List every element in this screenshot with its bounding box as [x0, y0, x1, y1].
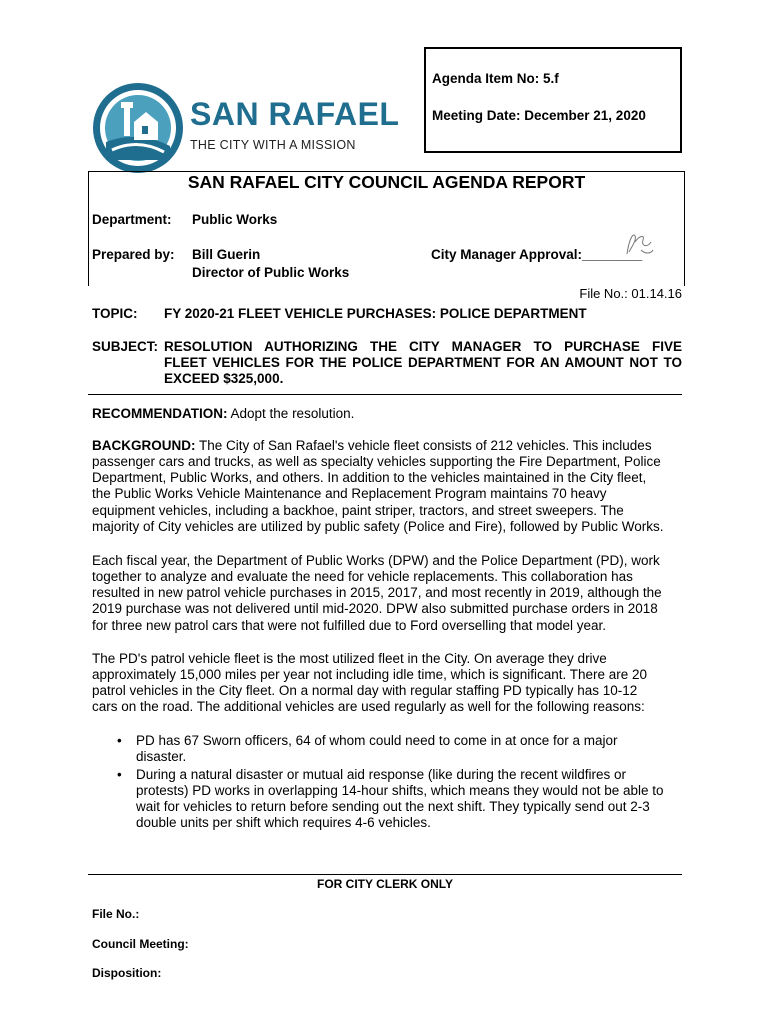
subject-line-3: EXCEED $325,000.: [164, 371, 284, 386]
paragraph2-line-1: Each fiscal year, the Department of Public Works (DPW) and the Police Department (PD), work: [92, 553, 660, 568]
paragraph3-line-1: The PD's patrol vehicle fleet is the most utilized fleet in the City. On average they drive: [92, 651, 607, 666]
bullet-2-line-4: double units per shift which requires 4-6 vehicles.: [136, 815, 431, 830]
paragraph3-line-3: patrol vehicles in the City fleet. On a normal day with regular staffing PD typically has 10-12: [92, 683, 638, 698]
topic-value: FY 2020-21 FLEET VEHICLE PURCHASES: POLICE DEPARTMENT: [164, 306, 587, 321]
clerk-heading: FOR CITY CLERK ONLY: [316, 877, 453, 891]
report-title: SAN RAFAEL CITY COUNCIL AGENDA REPORT: [187, 172, 586, 192]
bullet-marker-1: •: [117, 733, 122, 748]
background-label: BACKGROUND:: [92, 438, 196, 453]
department-value: Public Works: [192, 212, 278, 227]
prepared-by-title: Director of Public Works: [192, 265, 350, 280]
background-line-4: the Public Works Vehicle Maintenance and Replacement Program maintains 70 heavy: [92, 486, 607, 501]
logo-city-name: SAN RAFAEL: [190, 96, 400, 132]
paragraph2-line-2: together to analyze and evaluate the need for vehicle replacements. This collaboration has: [92, 569, 633, 584]
background-line-2: passenger cars and trucks, as well as specialty vehicles supporting the Fire Department, Police: [92, 454, 661, 469]
subject-line-1: RESOLUTION AUTHORIZING THE CITY MANAGER TO PURCHASE FIVE: [164, 339, 682, 354]
recommendation-text: Adopt the resolution.: [230, 406, 355, 421]
subject-label: SUBJECT:: [92, 339, 159, 354]
clerk-divider: [88, 874, 682, 875]
bullet-2-line-1: During a natural disaster or mutual aid response (like during the recent wildfires or: [136, 767, 626, 782]
signature-initials-icon: [621, 228, 657, 260]
city-manager-approval-label: [431, 247, 642, 262]
bullet-2-line-2: protests) PD works in overlapping 14-hour shifts, which means they would not be able to: [136, 783, 664, 798]
bullet-1-line-1: PD has 67 Sworn officers, 64 of whom could need to come in at once for a major: [136, 733, 618, 748]
clerk-council-meeting: Council Meeting:: [92, 937, 189, 951]
approval-label-text: City Manager Approval:: [431, 247, 583, 262]
approval-signature-line: ________: [582, 247, 643, 262]
background-line-6: majority of City vehicles are utilized by public safety (Police and Fire), followed by Public Works.: [92, 519, 664, 534]
bullet-2-line-3: wait for vehicles to return before sending out the next shift. They typically send out 2-3: [136, 799, 650, 814]
paragraph3-line-2: approximately 15,000 miles per year not including idle time, which is significant. There are 20: [92, 667, 648, 682]
prepared-by-name: Bill Guerin: [192, 247, 261, 262]
file-number: File No.: 01.14.16: [579, 286, 682, 301]
report-header-box: [88, 171, 685, 286]
paragraph3-line-4: cars on the road. The additional vehicles are used regularly as well for the following reasons:: [92, 699, 645, 714]
bullet-1-line-2: disaster.: [136, 749, 187, 764]
background-line-1: [92, 438, 652, 454]
logo-tagline: THE CITY WITH A MISSION: [190, 138, 356, 152]
paragraph2-line-3: resulted in new patrol vehicle purchases in 2015, 2017, and most recently in 2019, although the: [92, 585, 662, 600]
prepared-by-label: Prepared by:: [92, 247, 175, 262]
clerk-file-no: File No.:: [92, 907, 140, 921]
topic-label: TOPIC:: [92, 306, 138, 321]
paragraph2-line-5: for three new patrol cars that were not fulfilled due to Ford overselling that model year.: [92, 618, 607, 633]
background-line-5: equipment vehicles, including a backhoe, paint striper, tractors, and street sweepers. The: [92, 503, 624, 518]
clerk-disposition: Disposition:: [92, 966, 162, 980]
section-divider: [88, 394, 682, 395]
meeting-date: Meeting Date: December 21, 2020: [432, 108, 646, 123]
city-logo: [90, 80, 186, 181]
background-line-3: Department, Public Works, and others. In addition to the vehicles maintained in the City fleet,: [92, 470, 647, 485]
recommendation: [92, 406, 354, 422]
recommendation-label: RECOMMENDATION:: [92, 406, 228, 421]
agenda-item-number: Agenda Item No: 5.f: [432, 71, 559, 86]
agenda-item-box: [424, 47, 682, 153]
department-label: Department:: [92, 212, 172, 227]
city-seal-icon: [90, 80, 186, 176]
background-text-1: The City of San Rafael's vehicle fleet consists of 212 vehicles. This includes: [199, 438, 652, 453]
paragraph2-line-4: 2019 purchase was not delivered until mid-2020. DPW also submitted purchase orders in 2018: [92, 601, 658, 616]
bullet-marker-2: •: [117, 767, 122, 782]
subject-line-2: FLEET VEHICLES FOR THE POLICE DEPARTMENT FOR AN AMOUNT NOT TO: [164, 355, 682, 370]
